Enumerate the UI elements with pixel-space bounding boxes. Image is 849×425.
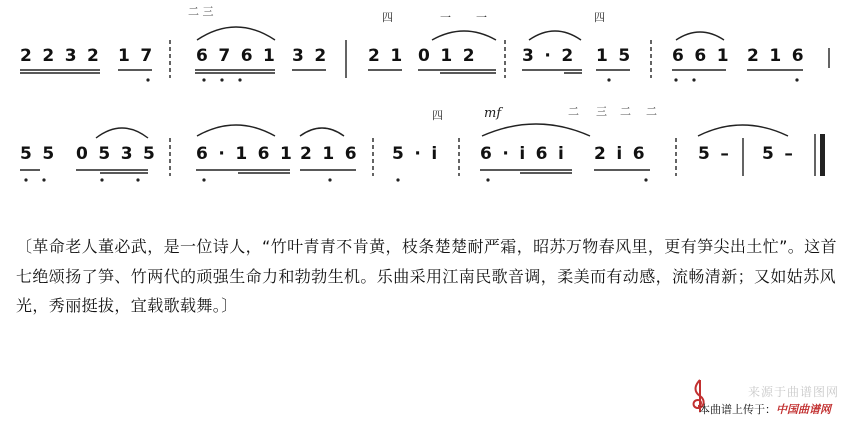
note-group: 1 7: [118, 46, 155, 66]
note-group: 3 · 2: [522, 46, 576, 66]
fingering-mark: 一: [476, 11, 487, 24]
note-group: 5 5: [20, 144, 57, 164]
description-paragraph: 〔革命老人董必武，是一位诗人，“竹叶青青不肯黄，枝条楚楚耐严霜，昭苏万物春风里，更有笋尖出土忙”。这首七绝颂扬了笋、竹两代的顽强生命力和勃勃生机。乐曲采用江南民歌音调，柔美而有动感，流畅清新；又如姑苏风光，秀丽挺拔，宜载歌载舞。〕: [16, 237, 837, 315]
fingering-mark: 一: [440, 11, 451, 24]
note-group: 2 2 3 2: [20, 46, 102, 66]
score-line-2: [0, 102, 849, 192]
note-group: 1 5: [596, 46, 633, 66]
note-group: 0 5 3 5: [76, 144, 158, 164]
note-group: 6 6 1: [672, 46, 731, 66]
note-group: 6 7 6 1: [196, 46, 278, 66]
source-watermark: 来源于曲谱图网: [747, 385, 839, 399]
note-group: 5 –: [762, 144, 796, 164]
note-group: 6 · i 6 i: [480, 144, 567, 164]
note-group: 5 –: [698, 144, 732, 164]
fingering-mark: 二: [568, 105, 579, 118]
fingering-mark: 四: [382, 11, 393, 24]
fingering-mark: 二: [620, 105, 631, 118]
note-group: 2 1: [368, 46, 405, 66]
note-group: 6 · 1 6 1: [196, 144, 295, 164]
footer-prefix: 本曲谱上传于：: [699, 403, 776, 416]
note-group: 2 1 6: [300, 144, 359, 164]
fingering-mark: 四: [594, 11, 605, 24]
note-group: 2 1 6: [747, 46, 806, 66]
fingering-mark: 二: [646, 105, 657, 118]
score-line-1: [0, 0, 849, 90]
note-group: 0 1 2: [418, 46, 477, 66]
dynamic-mark: mf: [484, 106, 502, 121]
fingering-mark: 二 三: [188, 5, 214, 18]
footer-site-link[interactable]: 中国曲谱网: [776, 403, 831, 416]
note-group: 5 · i: [392, 144, 440, 164]
upload-footer: [699, 401, 831, 417]
note-group: 2 i 6: [594, 144, 647, 164]
fingering-mark: 三: [596, 105, 607, 118]
note-group: 3 2: [292, 46, 329, 66]
fingering-mark: 四: [432, 109, 443, 122]
